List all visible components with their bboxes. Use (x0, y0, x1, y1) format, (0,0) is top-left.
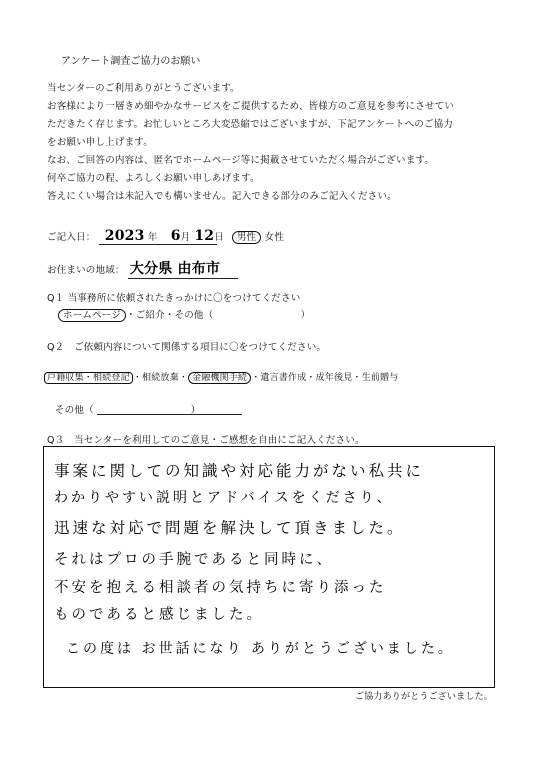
q2-option-kinyu[interactable]: 金融機関手続 (188, 372, 251, 384)
answer-line: この度は お世話になり ありがとうございました。 (66, 641, 455, 657)
intro-line: 当センターのご利用ありがとうございます。 (47, 83, 240, 94)
answer-line: 事案に関しての知識や対応能力がない私共に (54, 462, 425, 480)
footer-thanks: ご協力ありがとうございました。 (355, 692, 494, 702)
answer-line: わかりやすい説明とアドバイスをくださり、 (54, 490, 394, 506)
answer-line: 不安を抱える相談者の気持ちに寄り添った (54, 580, 387, 596)
area-row (47, 258, 238, 279)
q2-option-houki: ・相続放棄・ (132, 373, 189, 383)
area-value: 大分県 由布市 (129, 261, 221, 277)
q2-question: Q２ ご依頼内容について関係する項目に〇をつけてください。 (47, 342, 327, 353)
q1-question: Q１ 当事務所に依頼されたきっかけに〇をつけてください (47, 293, 301, 304)
date-label: ご記入日： (47, 232, 96, 243)
intro-line: 何卒ご協力の程、よろしくお願い申しあげます。 (47, 173, 260, 184)
answer-line: ものであると感じました。 (54, 607, 264, 623)
month-value: 6 (170, 228, 181, 244)
q3-answer-box[interactable] (43, 446, 495, 688)
area-label: お住まいの地域： (47, 265, 125, 276)
q2-option-rest: ・遺言書作成・成年後見・生前贈与 (251, 373, 399, 383)
q1-option-homepage[interactable]: ホームページ (58, 309, 126, 322)
q3-question: Q３ 当センターを利用してのご意見・ご感想を自由にご記入ください。 (47, 435, 365, 446)
q2-option-koseki[interactable]: 戸籍収集・相続登記 (44, 372, 133, 384)
intro-line: お客様により一層きめ細やかなサービスをご提供するため、皆様方のご意見を参考にさせてい (47, 101, 455, 112)
area-field[interactable] (128, 258, 238, 279)
date-field[interactable] (99, 228, 224, 245)
q2-other-underline (97, 414, 242, 415)
page-title: アンケート調査ご協力のお願い (61, 56, 201, 67)
day-value: 12 (194, 228, 215, 244)
month-unit: 月 (180, 232, 191, 243)
q2-options (44, 370, 398, 383)
day-unit: 日 (214, 232, 224, 243)
q2-option-other: その他（ ） (55, 405, 201, 416)
intro-line: 答えにくい場合は未記入でも構いません。記入できる部分のみご記入ください。 (47, 191, 397, 202)
answer-line: 迅速な対応で問題を解決して頂きました。 (54, 519, 406, 537)
q1-option-rest: ・ご紹介・その他（ ） (126, 310, 311, 321)
q1-options (58, 307, 310, 321)
year-value: 2023 (104, 228, 145, 244)
year-unit: 年 (147, 232, 158, 243)
intro-line: をお願い申し上げます。 (47, 137, 153, 148)
date-row (47, 228, 284, 245)
answer-line: それはプロの手腕であると同時に、 (54, 552, 334, 568)
intro-line: ただきたく存じます。お忙しいところ大変恐縮ではございますが、下記アンケートへのご協力 (47, 119, 454, 130)
intro-line: なお、ご回答の内容は、匿名でホームページ等に掲載させていただく場合がございます。 (47, 155, 435, 166)
gender-female[interactable]: 女性 (264, 232, 285, 243)
gender-male-circled[interactable]: 男性 (232, 231, 261, 244)
